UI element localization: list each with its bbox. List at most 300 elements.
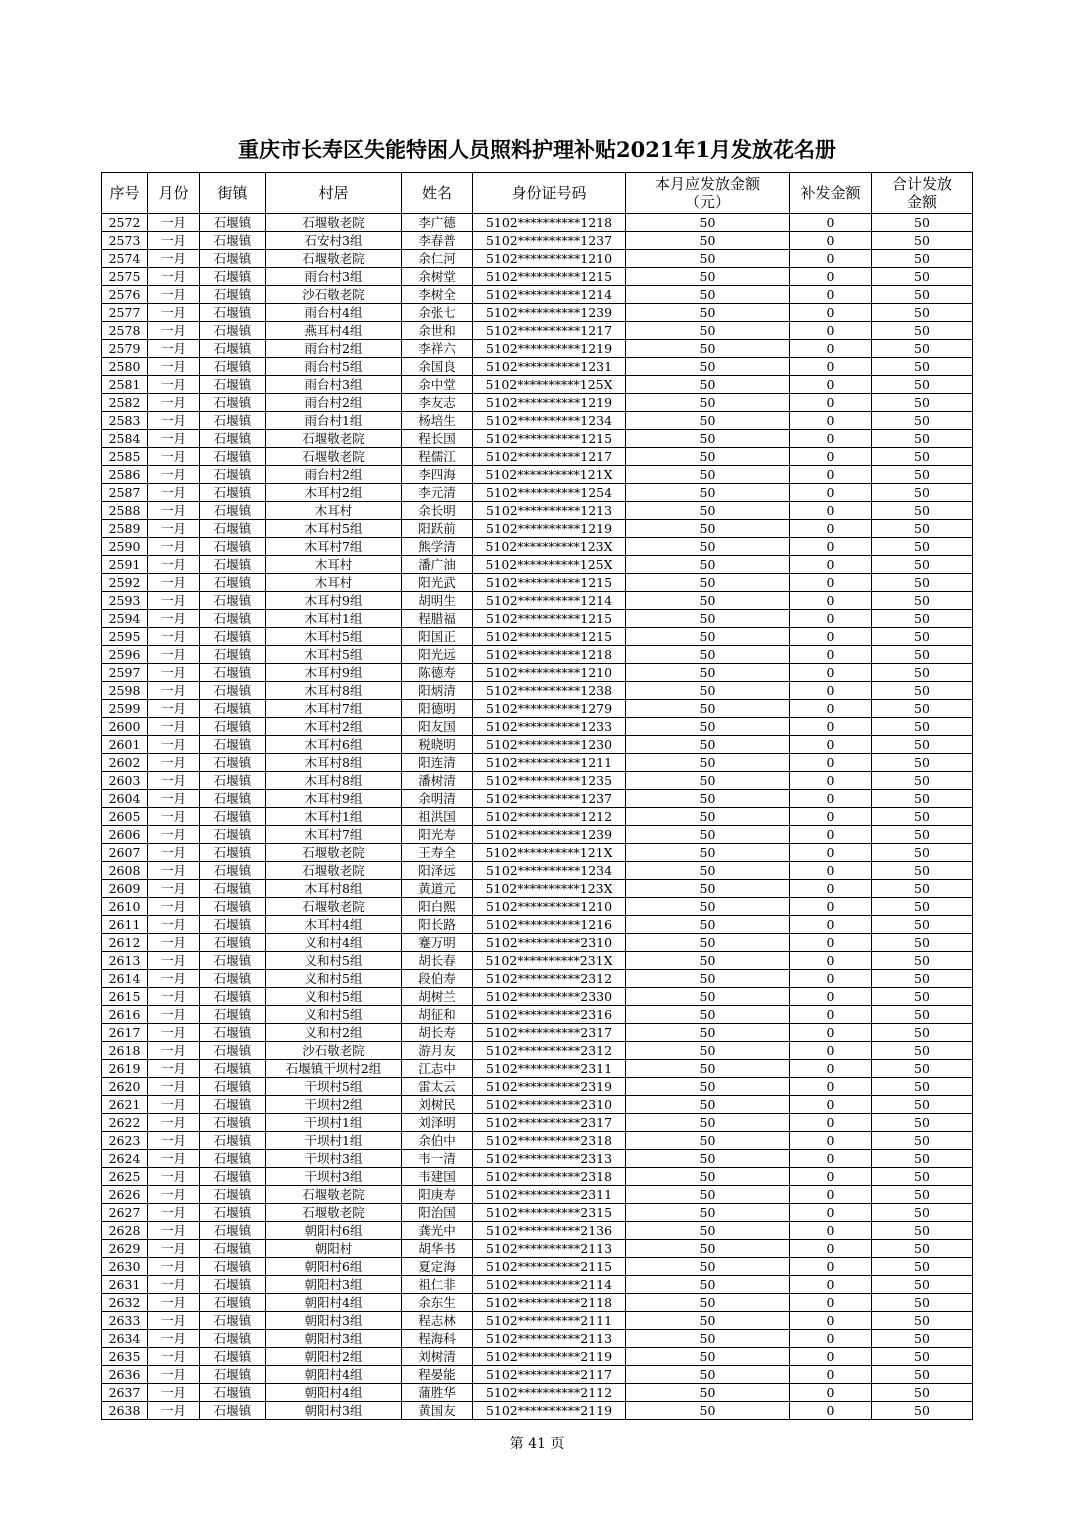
table-row [102, 1168, 973, 1186]
cell-town: 石堰镇 [200, 772, 266, 790]
cell-back-pay: 0 [790, 448, 872, 466]
table-row [102, 1258, 973, 1276]
cell-back-pay: 0 [790, 520, 872, 538]
cell-town: 石堰镇 [200, 268, 266, 286]
cell-name: 祖洪国 [402, 808, 473, 826]
cell-serial: 2634 [102, 1330, 148, 1348]
cell-serial: 2627 [102, 1204, 148, 1222]
cell-total-amount: 50 [872, 1294, 973, 1312]
cell-village: 义和村5组 [266, 988, 402, 1006]
cell-back-pay: 0 [790, 844, 872, 862]
cell-total-amount: 50 [872, 772, 973, 790]
table-row [102, 934, 973, 952]
cell-village: 石安村3组 [266, 232, 402, 250]
cell-village: 朝阳村3组 [266, 1330, 402, 1348]
cell-id-number: 5102**********1216 [473, 916, 626, 934]
cell-total-amount: 50 [872, 340, 973, 358]
cell-town: 石堰镇 [200, 754, 266, 772]
cell-village: 雨台村2组 [266, 466, 402, 484]
cell-id-number: 5102**********2316 [473, 1006, 626, 1024]
cell-village: 木耳村9组 [266, 664, 402, 682]
cell-town: 石堰镇 [200, 934, 266, 952]
cell-back-pay: 0 [790, 934, 872, 952]
cell-serial: 2588 [102, 502, 148, 520]
cell-due-amount: 50 [626, 826, 790, 844]
cell-serial: 2615 [102, 988, 148, 1006]
cell-name: 余伯中 [402, 1132, 473, 1150]
cell-due-amount: 50 [626, 538, 790, 556]
cell-name: 段伯寿 [402, 970, 473, 988]
cell-total-amount: 50 [872, 628, 973, 646]
cell-village: 石堰敬老院 [266, 1204, 402, 1222]
cell-month: 一月 [148, 664, 200, 682]
cell-serial: 2584 [102, 430, 148, 448]
roster-table-container [101, 172, 972, 1420]
cell-name: 阳治国 [402, 1204, 473, 1222]
table-header [102, 173, 973, 214]
cell-serial: 2609 [102, 880, 148, 898]
table-row [102, 682, 973, 700]
cell-month: 一月 [148, 610, 200, 628]
cell-serial: 2624 [102, 1150, 148, 1168]
cell-month: 一月 [148, 934, 200, 952]
cell-id-number: 5102**********2313 [473, 1150, 626, 1168]
cell-village: 石堰敬老院 [266, 430, 402, 448]
cell-due-amount: 50 [626, 1348, 790, 1366]
cell-back-pay: 0 [790, 1258, 872, 1276]
cell-town: 石堰镇 [200, 430, 266, 448]
cell-due-amount: 50 [626, 1366, 790, 1384]
cell-due-amount: 50 [626, 232, 790, 250]
table-row [102, 664, 973, 682]
table-row [102, 1204, 973, 1222]
cell-month: 一月 [148, 1348, 200, 1366]
cell-month: 一月 [148, 1240, 200, 1258]
table-row [102, 1042, 973, 1060]
table-row [102, 1186, 973, 1204]
cell-total-amount: 50 [872, 574, 973, 592]
cell-serial: 2629 [102, 1240, 148, 1258]
cell-back-pay: 0 [790, 412, 872, 430]
cell-id-number: 5102**********2118 [473, 1294, 626, 1312]
cell-id-number: 5102**********1238 [473, 682, 626, 700]
cell-total-amount: 50 [872, 970, 973, 988]
cell-total-amount: 50 [872, 304, 973, 322]
cell-due-amount: 50 [626, 520, 790, 538]
cell-month: 一月 [148, 358, 200, 376]
page-number: 第 41 页 [509, 1436, 565, 1452]
table-row [102, 1402, 973, 1420]
cell-village: 沙石敬老院 [266, 1042, 402, 1060]
cell-id-number: 5102**********121X [473, 466, 626, 484]
cell-town: 石堰镇 [200, 952, 266, 970]
cell-name: 韦一清 [402, 1150, 473, 1168]
cell-id-number: 5102**********1214 [473, 286, 626, 304]
cell-name: 税晓明 [402, 736, 473, 754]
cell-id-number: 5102**********1231 [473, 358, 626, 376]
cell-id-number: 5102**********1210 [473, 250, 626, 268]
cell-serial: 2610 [102, 898, 148, 916]
cell-month: 一月 [148, 1150, 200, 1168]
table-row [102, 790, 973, 808]
cell-due-amount: 50 [626, 1060, 790, 1078]
cell-due-amount: 50 [626, 250, 790, 268]
cell-town: 石堰镇 [200, 1186, 266, 1204]
cell-town: 石堰镇 [200, 1132, 266, 1150]
cell-back-pay: 0 [790, 880, 872, 898]
cell-total-amount: 50 [872, 1132, 973, 1150]
cell-due-amount: 50 [626, 628, 790, 646]
cell-month: 一月 [148, 484, 200, 502]
cell-month: 一月 [148, 376, 200, 394]
cell-village: 木耳村2组 [266, 718, 402, 736]
cell-month: 一月 [148, 1168, 200, 1186]
cell-serial: 2635 [102, 1348, 148, 1366]
cell-serial: 2581 [102, 376, 148, 394]
cell-month: 一月 [148, 1258, 200, 1276]
cell-total-amount: 50 [872, 394, 973, 412]
cell-village: 木耳村8组 [266, 682, 402, 700]
table-row [102, 844, 973, 862]
cell-month: 一月 [148, 862, 200, 880]
header-label: 姓名 [421, 184, 452, 202]
cell-month: 一月 [148, 1186, 200, 1204]
table-row [102, 1294, 973, 1312]
cell-village: 木耳村8组 [266, 880, 402, 898]
cell-total-amount: 50 [872, 1114, 973, 1132]
cell-serial: 2622 [102, 1114, 148, 1132]
cell-name: 程志林 [402, 1312, 473, 1330]
cell-back-pay: 0 [790, 610, 872, 628]
cell-month: 一月 [148, 1024, 200, 1042]
cell-due-amount: 50 [626, 682, 790, 700]
header-id-number [473, 173, 626, 214]
cell-id-number: 5102**********1215 [473, 574, 626, 592]
cell-id-number: 5102**********121X [473, 844, 626, 862]
cell-back-pay: 0 [790, 1240, 872, 1258]
cell-serial: 2590 [102, 538, 148, 556]
cell-total-amount: 50 [872, 448, 973, 466]
cell-due-amount: 50 [626, 844, 790, 862]
cell-village: 木耳村5组 [266, 646, 402, 664]
cell-month: 一月 [148, 502, 200, 520]
cell-town: 石堰镇 [200, 1168, 266, 1186]
cell-id-number: 5102**********1219 [473, 340, 626, 358]
cell-name: 余仁河 [402, 250, 473, 268]
cell-back-pay: 0 [790, 538, 872, 556]
cell-name: 龚光中 [402, 1222, 473, 1240]
cell-town: 石堰镇 [200, 1096, 266, 1114]
cell-back-pay: 0 [790, 952, 872, 970]
cell-name: 陈德寿 [402, 664, 473, 682]
cell-town: 石堰镇 [200, 664, 266, 682]
cell-serial: 2623 [102, 1132, 148, 1150]
cell-town: 石堰镇 [200, 340, 266, 358]
cell-due-amount: 50 [626, 1330, 790, 1348]
cell-town: 石堰镇 [200, 988, 266, 1006]
cell-id-number: 5102**********1214 [473, 592, 626, 610]
cell-town: 石堰镇 [200, 322, 266, 340]
cell-total-amount: 50 [872, 1384, 973, 1402]
table-row [102, 502, 973, 520]
cell-due-amount: 50 [626, 1384, 790, 1402]
cell-total-amount: 50 [872, 1060, 973, 1078]
cell-town: 石堰镇 [200, 916, 266, 934]
cell-total-amount: 50 [872, 1348, 973, 1366]
header-label: 序号 [109, 184, 140, 202]
cell-due-amount: 50 [626, 304, 790, 322]
header-label: 合计发放 [891, 175, 952, 193]
cell-serial: 2618 [102, 1042, 148, 1060]
cell-serial: 2633 [102, 1312, 148, 1330]
table-row [102, 1024, 973, 1042]
cell-village: 义和村4组 [266, 934, 402, 952]
cell-due-amount: 50 [626, 1024, 790, 1042]
cell-back-pay: 0 [790, 232, 872, 250]
cell-due-amount: 50 [626, 898, 790, 916]
cell-total-amount: 50 [872, 268, 973, 286]
cell-id-number: 5102**********2312 [473, 1042, 626, 1060]
cell-id-number: 5102**********1279 [473, 700, 626, 718]
cell-town: 石堰镇 [200, 376, 266, 394]
cell-village: 雨台村4组 [266, 304, 402, 322]
cell-name: 阳跃前 [402, 520, 473, 538]
cell-id-number: 5102**********1239 [473, 304, 626, 322]
cell-back-pay: 0 [790, 1384, 872, 1402]
cell-due-amount: 50 [626, 1006, 790, 1024]
roster-table [101, 172, 973, 1420]
cell-total-amount: 50 [872, 214, 973, 232]
cell-town: 石堰镇 [200, 1078, 266, 1096]
cell-name: 韦建国 [402, 1168, 473, 1186]
cell-id-number: 5102**********1237 [473, 790, 626, 808]
cell-village: 义和村5组 [266, 970, 402, 988]
cell-town: 石堰镇 [200, 592, 266, 610]
cell-village: 雨台村5组 [266, 358, 402, 376]
cell-back-pay: 0 [790, 250, 872, 268]
cell-due-amount: 50 [626, 484, 790, 502]
cell-back-pay: 0 [790, 484, 872, 502]
cell-name: 程长国 [402, 430, 473, 448]
cell-back-pay: 0 [790, 1330, 872, 1348]
cell-id-number: 5102**********2115 [473, 1258, 626, 1276]
cell-due-amount: 50 [626, 466, 790, 484]
cell-town: 石堰镇 [200, 214, 266, 232]
cell-due-amount: 50 [626, 448, 790, 466]
cell-id-number: 5102**********2319 [473, 1078, 626, 1096]
table-row [102, 628, 973, 646]
cell-total-amount: 50 [872, 430, 973, 448]
cell-due-amount: 50 [626, 1168, 790, 1186]
cell-name: 余东生 [402, 1294, 473, 1312]
table-row [102, 1114, 973, 1132]
cell-month: 一月 [148, 718, 200, 736]
table-row [102, 520, 973, 538]
cell-id-number: 5102**********1237 [473, 232, 626, 250]
cell-village: 朝阳村 [266, 1240, 402, 1258]
cell-back-pay: 0 [790, 1294, 872, 1312]
cell-total-amount: 50 [872, 1366, 973, 1384]
cell-back-pay: 0 [790, 214, 872, 232]
cell-month: 一月 [148, 1078, 200, 1096]
cell-back-pay: 0 [790, 430, 872, 448]
cell-id-number: 5102**********2113 [473, 1330, 626, 1348]
cell-name: 阳泽远 [402, 862, 473, 880]
cell-month: 一月 [148, 1060, 200, 1078]
table-row [102, 556, 973, 574]
cell-village: 朝阳村4组 [266, 1294, 402, 1312]
cell-town: 石堰镇 [200, 1294, 266, 1312]
cell-serial: 2607 [102, 844, 148, 862]
cell-serial: 2593 [102, 592, 148, 610]
cell-name: 程海科 [402, 1330, 473, 1348]
cell-back-pay: 0 [790, 322, 872, 340]
cell-id-number: 5102**********1211 [473, 754, 626, 772]
cell-due-amount: 50 [626, 1096, 790, 1114]
cell-month: 一月 [148, 1204, 200, 1222]
cell-name: 李春普 [402, 232, 473, 250]
cell-month: 一月 [148, 790, 200, 808]
cell-name: 李元清 [402, 484, 473, 502]
cell-due-amount: 50 [626, 862, 790, 880]
cell-due-amount: 50 [626, 772, 790, 790]
cell-village: 朝阳村3组 [266, 1402, 402, 1420]
cell-back-pay: 0 [790, 1168, 872, 1186]
table-row [102, 736, 973, 754]
cell-total-amount: 50 [872, 898, 973, 916]
cell-total-amount: 50 [872, 466, 973, 484]
cell-back-pay: 0 [790, 340, 872, 358]
header-total-amount [872, 173, 973, 214]
cell-month: 一月 [148, 808, 200, 826]
cell-village: 朝阳村2组 [266, 1348, 402, 1366]
cell-serial: 2576 [102, 286, 148, 304]
cell-id-number: 5102**********2119 [473, 1402, 626, 1420]
cell-village: 雨台村1组 [266, 412, 402, 430]
cell-serial: 2628 [102, 1222, 148, 1240]
cell-total-amount: 50 [872, 862, 973, 880]
cell-month: 一月 [148, 1384, 200, 1402]
cell-total-amount: 50 [872, 1330, 973, 1348]
cell-village: 木耳村9组 [266, 790, 402, 808]
table-row [102, 826, 973, 844]
cell-due-amount: 50 [626, 970, 790, 988]
cell-due-amount: 50 [626, 502, 790, 520]
cell-back-pay: 0 [790, 574, 872, 592]
cell-town: 石堰镇 [200, 970, 266, 988]
cell-id-number: 5102**********2111 [473, 1312, 626, 1330]
cell-serial: 2621 [102, 1096, 148, 1114]
cell-village: 朝阳村4组 [266, 1366, 402, 1384]
cell-month: 一月 [148, 1132, 200, 1150]
cell-serial: 2582 [102, 394, 148, 412]
cell-id-number: 5102**********1239 [473, 826, 626, 844]
cell-village: 雨台村2组 [266, 394, 402, 412]
cell-month: 一月 [148, 286, 200, 304]
cell-name: 阳德明 [402, 700, 473, 718]
cell-month: 一月 [148, 322, 200, 340]
cell-name: 李四海 [402, 466, 473, 484]
cell-id-number: 5102**********1218 [473, 214, 626, 232]
cell-total-amount: 50 [872, 1222, 973, 1240]
cell-back-pay: 0 [790, 826, 872, 844]
cell-village: 石堰敬老院 [266, 844, 402, 862]
cell-month: 一月 [148, 880, 200, 898]
cell-serial: 2605 [102, 808, 148, 826]
cell-name: 胡征和 [402, 1006, 473, 1024]
cell-village: 木耳村8组 [266, 754, 402, 772]
cell-town: 石堰镇 [200, 610, 266, 628]
cell-month: 一月 [148, 988, 200, 1006]
table-row [102, 880, 973, 898]
cell-back-pay: 0 [790, 1366, 872, 1384]
cell-total-amount: 50 [872, 592, 973, 610]
cell-name: 潘广油 [402, 556, 473, 574]
cell-month: 一月 [148, 1042, 200, 1060]
cell-month: 一月 [148, 826, 200, 844]
table-row [102, 646, 973, 664]
cell-village: 雨台村3组 [266, 376, 402, 394]
cell-month: 一月 [148, 592, 200, 610]
cell-town: 石堰镇 [200, 646, 266, 664]
cell-town: 石堰镇 [200, 1204, 266, 1222]
cell-month: 一月 [148, 574, 200, 592]
cell-month: 一月 [148, 754, 200, 772]
cell-back-pay: 0 [790, 682, 872, 700]
header-month [148, 173, 200, 214]
cell-town: 石堰镇 [200, 286, 266, 304]
cell-total-amount: 50 [872, 1240, 973, 1258]
cell-back-pay: 0 [790, 1096, 872, 1114]
cell-name: 雷太云 [402, 1078, 473, 1096]
table-row [102, 358, 973, 376]
cell-name: 胡长寿 [402, 1024, 473, 1042]
cell-month: 一月 [148, 700, 200, 718]
cell-due-amount: 50 [626, 700, 790, 718]
table-row [102, 448, 973, 466]
cell-due-amount: 50 [626, 754, 790, 772]
cell-town: 石堰镇 [200, 304, 266, 322]
table-row [102, 250, 973, 268]
cell-due-amount: 50 [626, 340, 790, 358]
cell-month: 一月 [148, 1294, 200, 1312]
cell-town: 石堰镇 [200, 736, 266, 754]
cell-back-pay: 0 [790, 1114, 872, 1132]
cell-total-amount: 50 [872, 952, 973, 970]
cell-month: 一月 [148, 430, 200, 448]
cell-month: 一月 [148, 1312, 200, 1330]
cell-total-amount: 50 [872, 556, 973, 574]
cell-village: 沙石敬老院 [266, 286, 402, 304]
cell-id-number: 5102**********1215 [473, 610, 626, 628]
cell-due-amount: 50 [626, 808, 790, 826]
cell-id-number: 5102**********1234 [473, 412, 626, 430]
cell-town: 石堰镇 [200, 898, 266, 916]
cell-id-number: 5102**********2117 [473, 1366, 626, 1384]
cell-back-pay: 0 [790, 664, 872, 682]
cell-id-number: 5102**********2311 [473, 1060, 626, 1078]
cell-serial: 2580 [102, 358, 148, 376]
cell-month: 一月 [148, 682, 200, 700]
table-row [102, 1096, 973, 1114]
cell-town: 石堰镇 [200, 448, 266, 466]
cell-id-number: 5102**********2317 [473, 1114, 626, 1132]
cell-village: 朝阳村6组 [266, 1258, 402, 1276]
cell-town: 石堰镇 [200, 880, 266, 898]
cell-name: 杨培生 [402, 412, 473, 430]
cell-total-amount: 50 [872, 322, 973, 340]
cell-village: 石堰镇干坝村2组 [266, 1060, 402, 1078]
